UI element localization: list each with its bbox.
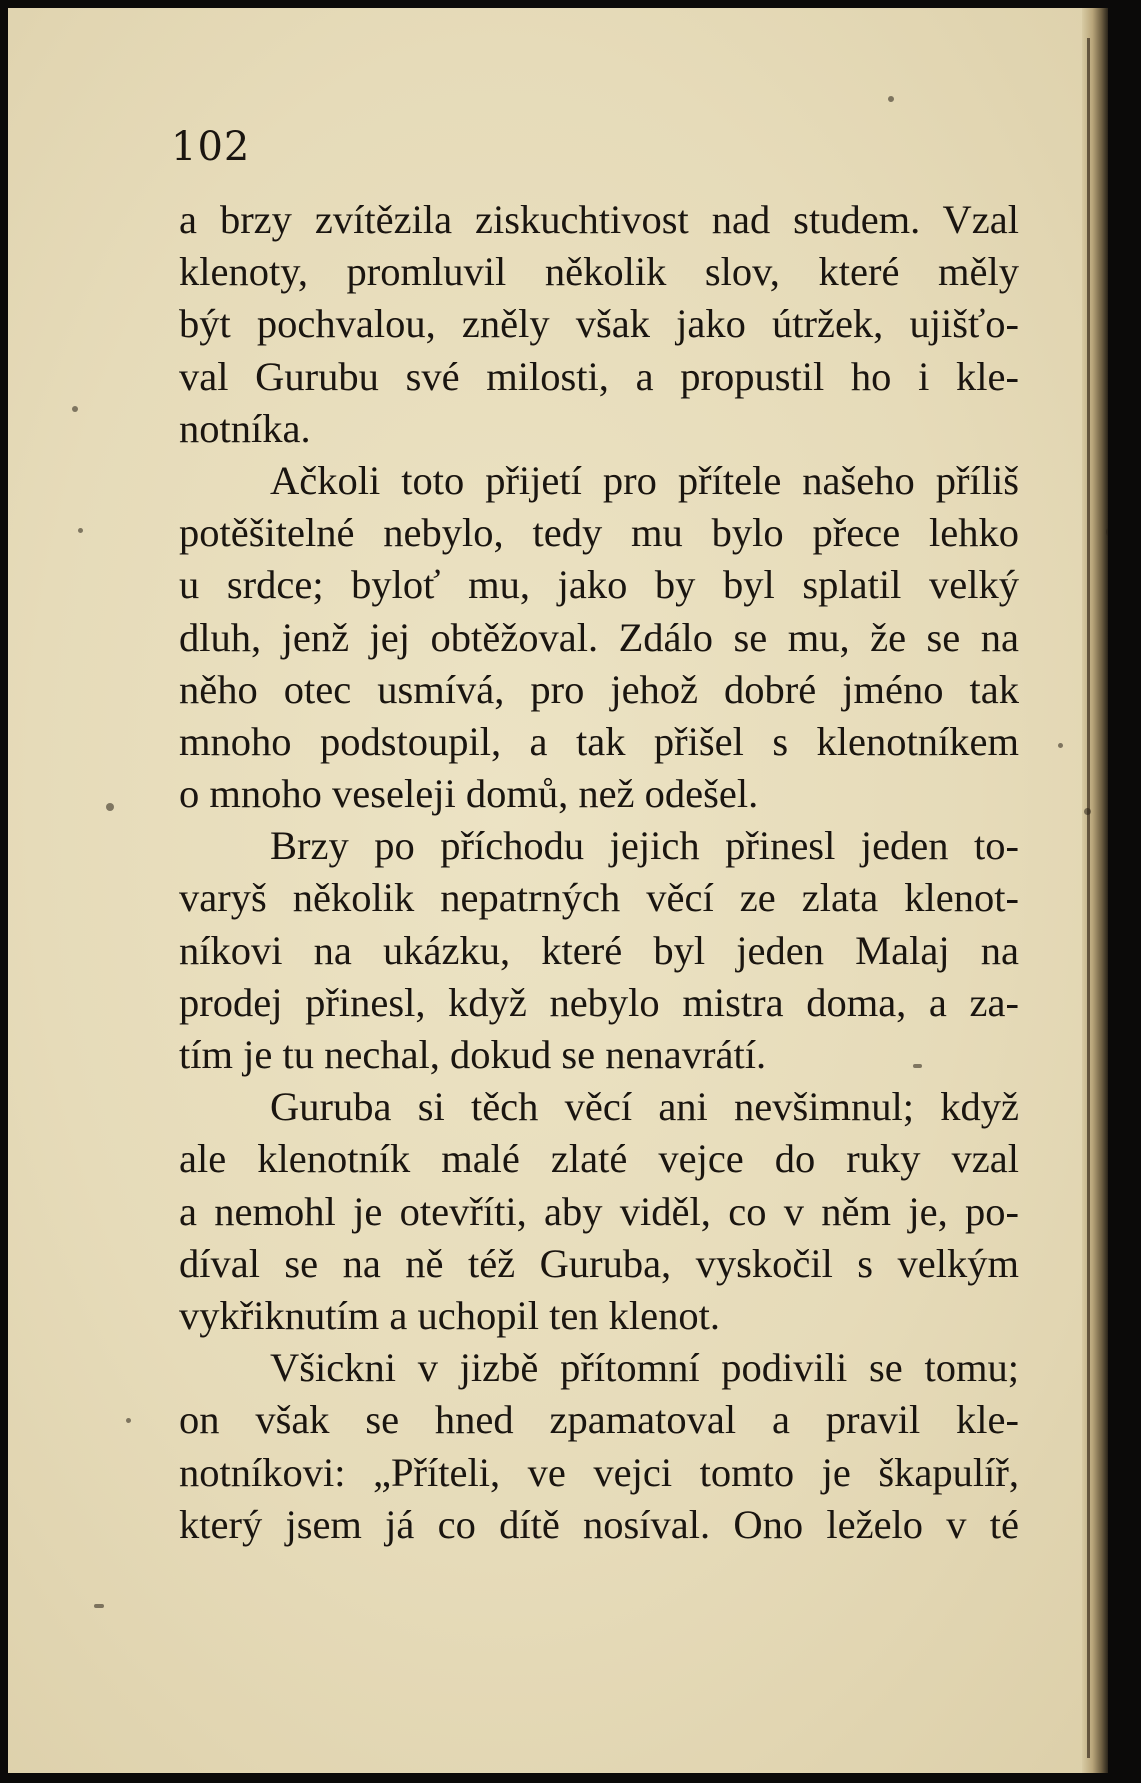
text-line: níkovi na ukázku, které byl jeden Malaj na — [179, 927, 1019, 973]
speck — [94, 1604, 104, 1608]
text-line: a brzy zvítězila ziskuchtivost nad studem. Vzal — [179, 197, 1019, 242]
text-line: klenoty, promluvil několik slov, které měly — [179, 249, 1019, 295]
text-line: val Gurubu své milosti, a propustil ho i kle- — [179, 353, 1019, 399]
speck — [126, 1418, 131, 1423]
text-line: tím je tu nechal, dokud se nenavrátí. — [179, 1032, 767, 1077]
text-line: o mnoho veseleji domů, než odešel. — [179, 771, 759, 817]
text-line: Ačkoli toto přijetí pro přítele našeho příliš — [270, 457, 1019, 503]
body-text — [179, 194, 1019, 1551]
speck — [106, 803, 114, 811]
text-line: dluh, jenž jej obtěžoval. Zdálo se mu, že se na — [179, 614, 1019, 660]
text-line: vykřiknutím a uchopil ten klenot. — [179, 1292, 721, 1338]
speck — [1084, 808, 1091, 815]
speck — [1058, 743, 1063, 748]
text-line: Brzy po příchodu jejich přinesl jeden to- — [270, 823, 1019, 869]
text-line: notníka. — [179, 405, 311, 451]
speck — [72, 406, 78, 412]
text-line: potěšitelné nebylo, tedy mu bylo přece lehko — [179, 510, 1019, 556]
spine-edge-line — [1087, 38, 1090, 1758]
text-line: notníkovi: „Příteli, ve vejci tomto je škapulíř, — [179, 1449, 1019, 1495]
text-line: být pochvalou, zněly však jako útržek, ujišťo- — [179, 301, 1019, 347]
text-line: díval se na ně též Guruba, vyskočil s velkým — [179, 1240, 1019, 1286]
text-line: ale klenotník malé zlaté vejce do ruky vzal — [179, 1136, 1019, 1182]
text-line: mnoho podstoupil, a tak přišel s klenotníkem — [179, 718, 1019, 764]
text-line: varyš několik nepatrných věcí ze zlata klenot- — [179, 875, 1019, 921]
text-line: který jsem já co dítě nosíval. Ono leželo v té — [179, 1501, 1019, 1547]
text-line: a nemohl je otevříti, aby viděl, co v něm je, po- — [179, 1188, 1019, 1234]
text-line: Guruba si těch věcí ani nevšimnul; když — [270, 1084, 1019, 1130]
book-page — [8, 8, 1108, 1773]
text-line: něho otec usmívá, pro jehož dobré jméno tak — [179, 666, 1019, 712]
text-line: on však se hned zpamatoval a pravil kle- — [179, 1397, 1019, 1443]
text-line: Všickni v jizbě přítomní podivili se tomu; — [270, 1345, 1019, 1391]
speck — [888, 96, 894, 102]
book-spine — [1082, 8, 1108, 1773]
text-line: prodej přinesl, když nebylo mistra doma, a za- — [179, 979, 1019, 1025]
text-line: u srdce; byloť mu, jako by byl splatil velký — [179, 562, 1019, 608]
speck — [913, 1064, 922, 1068]
speck — [1106, 528, 1108, 536]
page-number: 102 — [171, 124, 251, 170]
speck — [78, 528, 83, 533]
